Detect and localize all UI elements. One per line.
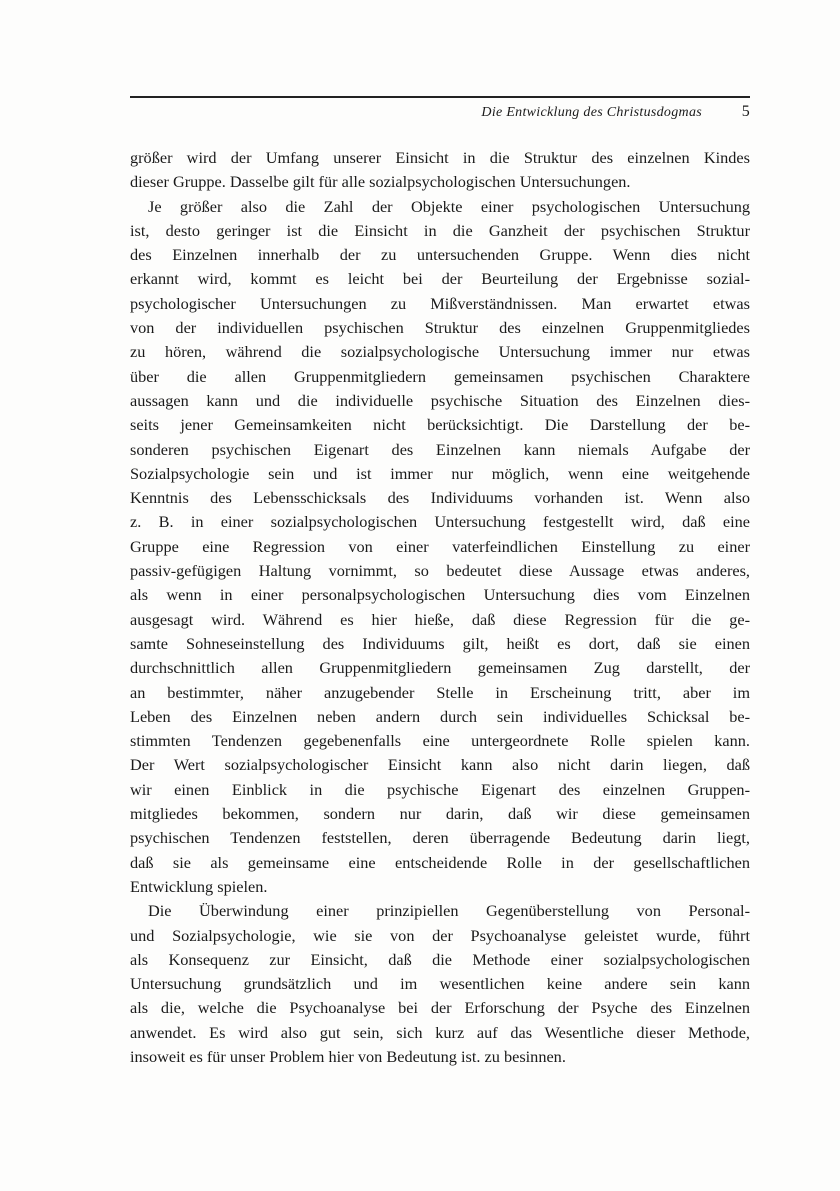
- running-title: Die Entwicklung des Christusdogmas: [481, 105, 702, 120]
- text-line: zu hören, während die sozialpsychologische Untersuchung immer nur etwas: [130, 342, 750, 362]
- text-line: daß sie als gemeinsame eine entscheidende Rolle in der gesellschaftlichen: [130, 852, 750, 872]
- text-line: des Einzelnen innerhalb der zu untersuchenden Gruppe. Wenn dies nicht: [130, 245, 750, 265]
- text-line: seits jener Gemeinsamkeiten nicht berücksichtigt. Die Darstellung der be-: [130, 415, 750, 435]
- text-line: psychischen Tendenzen feststellen, deren überragende Bedeutung darin liegt,: [130, 828, 750, 848]
- text-line: stimmten Tendenzen gegebenenfalls eine untergeordnete Rolle spielen kann.: [130, 731, 750, 751]
- text-line: Kenntnis des Lebensschicksals des Individuums vorhanden ist. Wenn also: [130, 488, 750, 508]
- text-line: als die, welche die Psychoanalyse bei der Erforschung der Psyche des Einzelnen: [130, 998, 750, 1018]
- text-line: Untersuchung grundsätzlich und im wesentlichen keine andere sein kann: [130, 974, 750, 994]
- text-line: mitgliedes bekommen, sondern nur darin, daß wir diese gemeinsamen: [130, 804, 750, 824]
- text-line: passiv-gefügigen Haltung vornimmt, so bedeutet diese Aussage etwas anderes,: [130, 561, 750, 581]
- text-line: Der Wert sozialpsychologischer Einsicht kann also nicht darin liegen, daß: [130, 755, 750, 775]
- page-number: 5: [741, 103, 750, 120]
- text-line: insoweit es für unser Problem hier von Bedeutung ist. zu besinnen.: [130, 1046, 566, 1066]
- text-line: über die allen Gruppenmitgliedern gemeinsamen psychischen Charaktere: [130, 366, 750, 386]
- text-line: z. B. in einer sozialpsychologischen Untersuchung festgestellt wird, daß eine: [130, 512, 750, 532]
- text-line: aussagen kann und die individuelle psychische Situation des Einzelnen dies-: [130, 390, 750, 410]
- text-line: Gruppe eine Regression von einer vaterfeindlichen Einstellung zu einer: [130, 536, 750, 556]
- running-header: [130, 96, 750, 124]
- text-line: Leben des Einzelnen neben andern durch sein individuelles Schicksal be-: [130, 706, 750, 726]
- text-line: Die Überwindung einer prinzipiellen Gegenüberstellung von Personal-: [148, 901, 750, 921]
- text-line: als Konsequenz zur Einsicht, daß die Methode einer sozialpsychologischen: [130, 949, 750, 969]
- text-line: dieser Gruppe. Dasselbe gilt für alle sozialpsychologischen Untersuchungen.: [130, 172, 631, 192]
- text-line: wir einen Einblick in die psychische Eigenart des einzelnen Gruppen-: [130, 779, 750, 799]
- text-line: Je größer also die Zahl der Objekte einer psychologischen Untersuchung: [148, 196, 750, 216]
- text-line: samte Sohneseinstellung des Individuums gilt, heißt es dort, daß sie einen: [130, 633, 750, 653]
- text-line: Sozialpsychologie sein und ist immer nur möglich, wenn eine weitgehende: [130, 463, 750, 483]
- text-line: durchschnittlich allen Gruppenmitgliedern gemeinsamen Zug darstellt, der: [130, 658, 750, 678]
- text-line: an bestimmter, näher anzugebender Stelle in Erscheinung tritt, aber im: [130, 682, 750, 702]
- text-line: und Sozialpsychologie, wie sie von der Psychoanalyse geleistet wurde, führt: [130, 925, 750, 945]
- body-text: [130, 146, 750, 1069]
- text-line: erkannt wird, kommt es leicht bei der Beurteilung der Ergebnisse sozial-: [130, 269, 750, 289]
- text-line: anwendet. Es wird also gut sein, sich kurz auf das Wesentliche dieser Methode,: [130, 1022, 750, 1042]
- text-line: psychologischer Untersuchungen zu Mißverständnissen. Man erwartet etwas: [130, 293, 750, 313]
- text-line: größer wird der Umfang unserer Einsicht in die Struktur des einzelnen Kindes: [130, 148, 750, 167]
- text-line: ist, desto geringer ist die Einsicht in die Ganzheit der psychischen Struktur: [130, 220, 750, 240]
- text-line: Entwicklung spielen.: [130, 876, 268, 896]
- text-line: sonderen psychischen Eigenart des Einzelnen kann niemals Aufgabe der: [130, 439, 750, 459]
- text-line: als wenn in einer personalpsychologischen Untersuchung dies vom Einzelnen: [130, 585, 750, 605]
- text-line: ausgesagt wird. Während es hier hieße, daß diese Regression für die ge-: [130, 609, 750, 629]
- text-line: von der individuellen psychischen Struktur des einzelnen Gruppenmitgliedes: [130, 318, 750, 338]
